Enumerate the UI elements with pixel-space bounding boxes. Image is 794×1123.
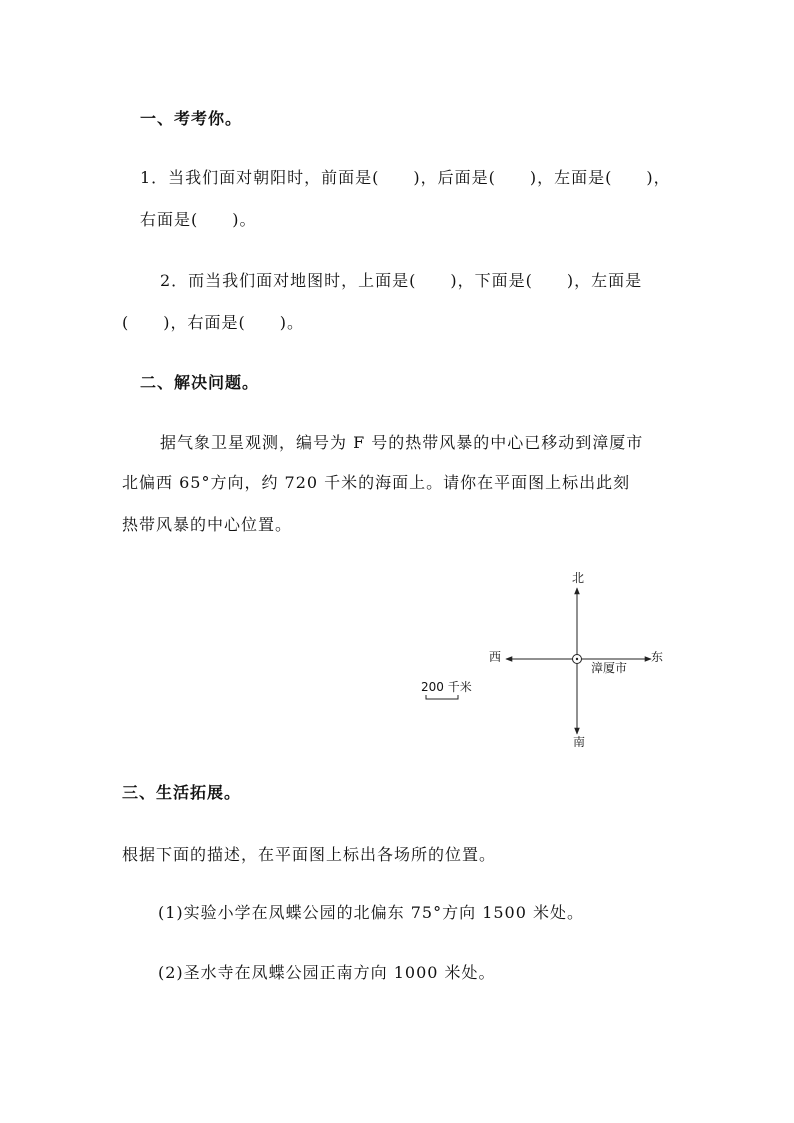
section3-heading: 三、生活拓展。	[122, 783, 242, 802]
section1-heading: 一、考考你。	[140, 109, 243, 128]
west-label: 西	[489, 650, 502, 664]
question1-line2: 右面是( )。	[140, 210, 257, 229]
question2-line2: ( )，右面是( )。	[122, 313, 304, 332]
north-label: 北	[572, 571, 585, 585]
east-label: 东	[651, 650, 664, 664]
south-label: 南	[573, 735, 586, 749]
section3-intro: 根据下面的描述，在平面图上标出各场所的位置。	[122, 845, 497, 864]
question2-line1: 2．而当我们面对地图时，上面是( )，下面是( )，左面是	[160, 271, 643, 290]
city-label: 漳厦市	[591, 661, 628, 675]
problem-line1: 据气象卫星观测，编号为 F 号的热带风暴的中心已移动到漳厦市	[160, 433, 644, 452]
section2-heading: 二、解决问题。	[140, 373, 260, 392]
problem-line3: 热带风暴的中心位置。	[122, 515, 293, 534]
question1-line1: 1．当我们面对朝阳时，前面是( )，后面是( )，左面是( )，	[140, 168, 671, 187]
city-center-dot	[576, 658, 578, 660]
scale-label: 200 千米	[421, 680, 472, 694]
scale-bar	[426, 695, 458, 699]
problem-line2: 北偏西 65°方向，约 720 千米的海面上。请你在平面图上标出此刻	[122, 473, 631, 492]
section3-item1: (1)实验小学在凤蝶公园的北偏东 75°方向 1500 米处。	[158, 903, 585, 922]
section3-item2: (2)圣水寺在凤蝶公园正南方向 1000 米处。	[158, 963, 496, 982]
